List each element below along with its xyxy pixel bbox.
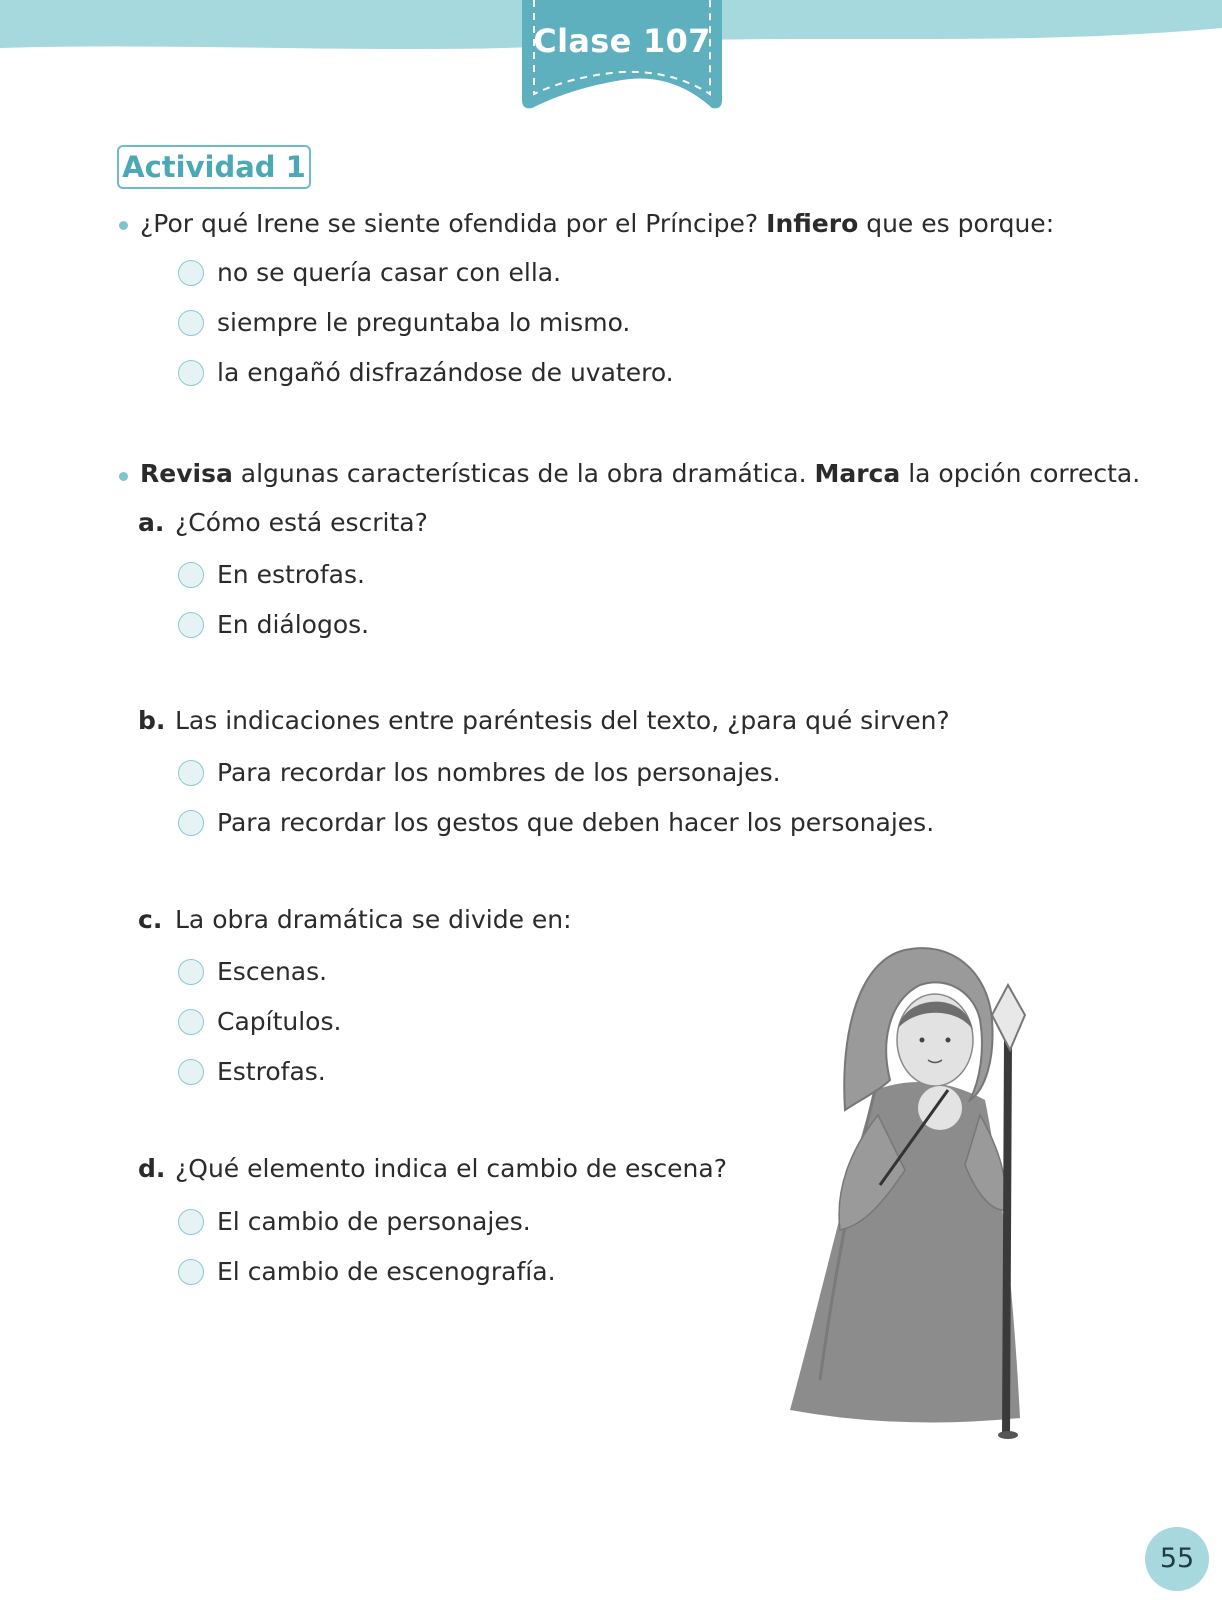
clase-title: Clase 107 xyxy=(533,22,711,60)
option-label: El cambio de escenografía. xyxy=(217,1257,556,1286)
option-radio[interactable] xyxy=(178,760,204,786)
hooded-girl-illustration-icon xyxy=(780,940,1080,1450)
option-label: la engañó disfrazándose de uvatero. xyxy=(217,358,674,387)
option-label: Escenas. xyxy=(217,957,328,986)
option-radio[interactable] xyxy=(178,1209,204,1235)
option-label: siempre le preguntaba lo mismo. xyxy=(217,308,631,337)
question-1: ¿Por qué Irene se siente ofendida por el Príncipe? Infiero que es porque: xyxy=(140,209,1055,238)
option-label: Para recordar los gestos que deben hacer los personajes. xyxy=(217,808,935,837)
option-label: En diálogos. xyxy=(217,610,370,639)
option-label: Estrofas. xyxy=(217,1057,326,1086)
option-radio[interactable] xyxy=(178,810,204,836)
option-label: El cambio de personajes. xyxy=(217,1207,531,1236)
option-radio[interactable] xyxy=(178,562,204,588)
option-radio[interactable] xyxy=(178,310,204,336)
option-radio[interactable] xyxy=(178,1059,204,1085)
bullet-icon xyxy=(119,221,128,230)
option-radio[interactable] xyxy=(178,260,204,286)
activity-title: Actividad 1 xyxy=(117,145,311,189)
option-radio[interactable] xyxy=(178,1009,204,1035)
option-radio[interactable] xyxy=(178,612,204,638)
option-radio[interactable] xyxy=(178,1259,204,1285)
sub-question-a: a. ¿Cómo está escrita? xyxy=(138,508,428,537)
option-label: En estrofas. xyxy=(217,560,365,589)
option-label: no se quería casar con ella. xyxy=(217,258,562,287)
option-label: Capítulos. xyxy=(217,1007,342,1036)
sub-question-b: b. Las indicaciones entre paréntesis del texto, ¿para qué sirven? xyxy=(138,706,950,735)
sub-question-d: d. ¿Qué elemento indica el cambio de escena? xyxy=(138,1154,727,1183)
bullet-icon xyxy=(119,472,128,481)
sub-question-c: c. La obra dramática se divide en: xyxy=(138,905,572,934)
question-2: Revisa algunas características de la obra dramática. Marca la opción correcta. xyxy=(140,459,1141,488)
option-label: Para recordar los nombres de los personajes. xyxy=(217,758,781,787)
option-radio[interactable] xyxy=(178,959,204,985)
page-number: 55 xyxy=(1145,1527,1209,1591)
option-radio[interactable] xyxy=(178,360,204,386)
